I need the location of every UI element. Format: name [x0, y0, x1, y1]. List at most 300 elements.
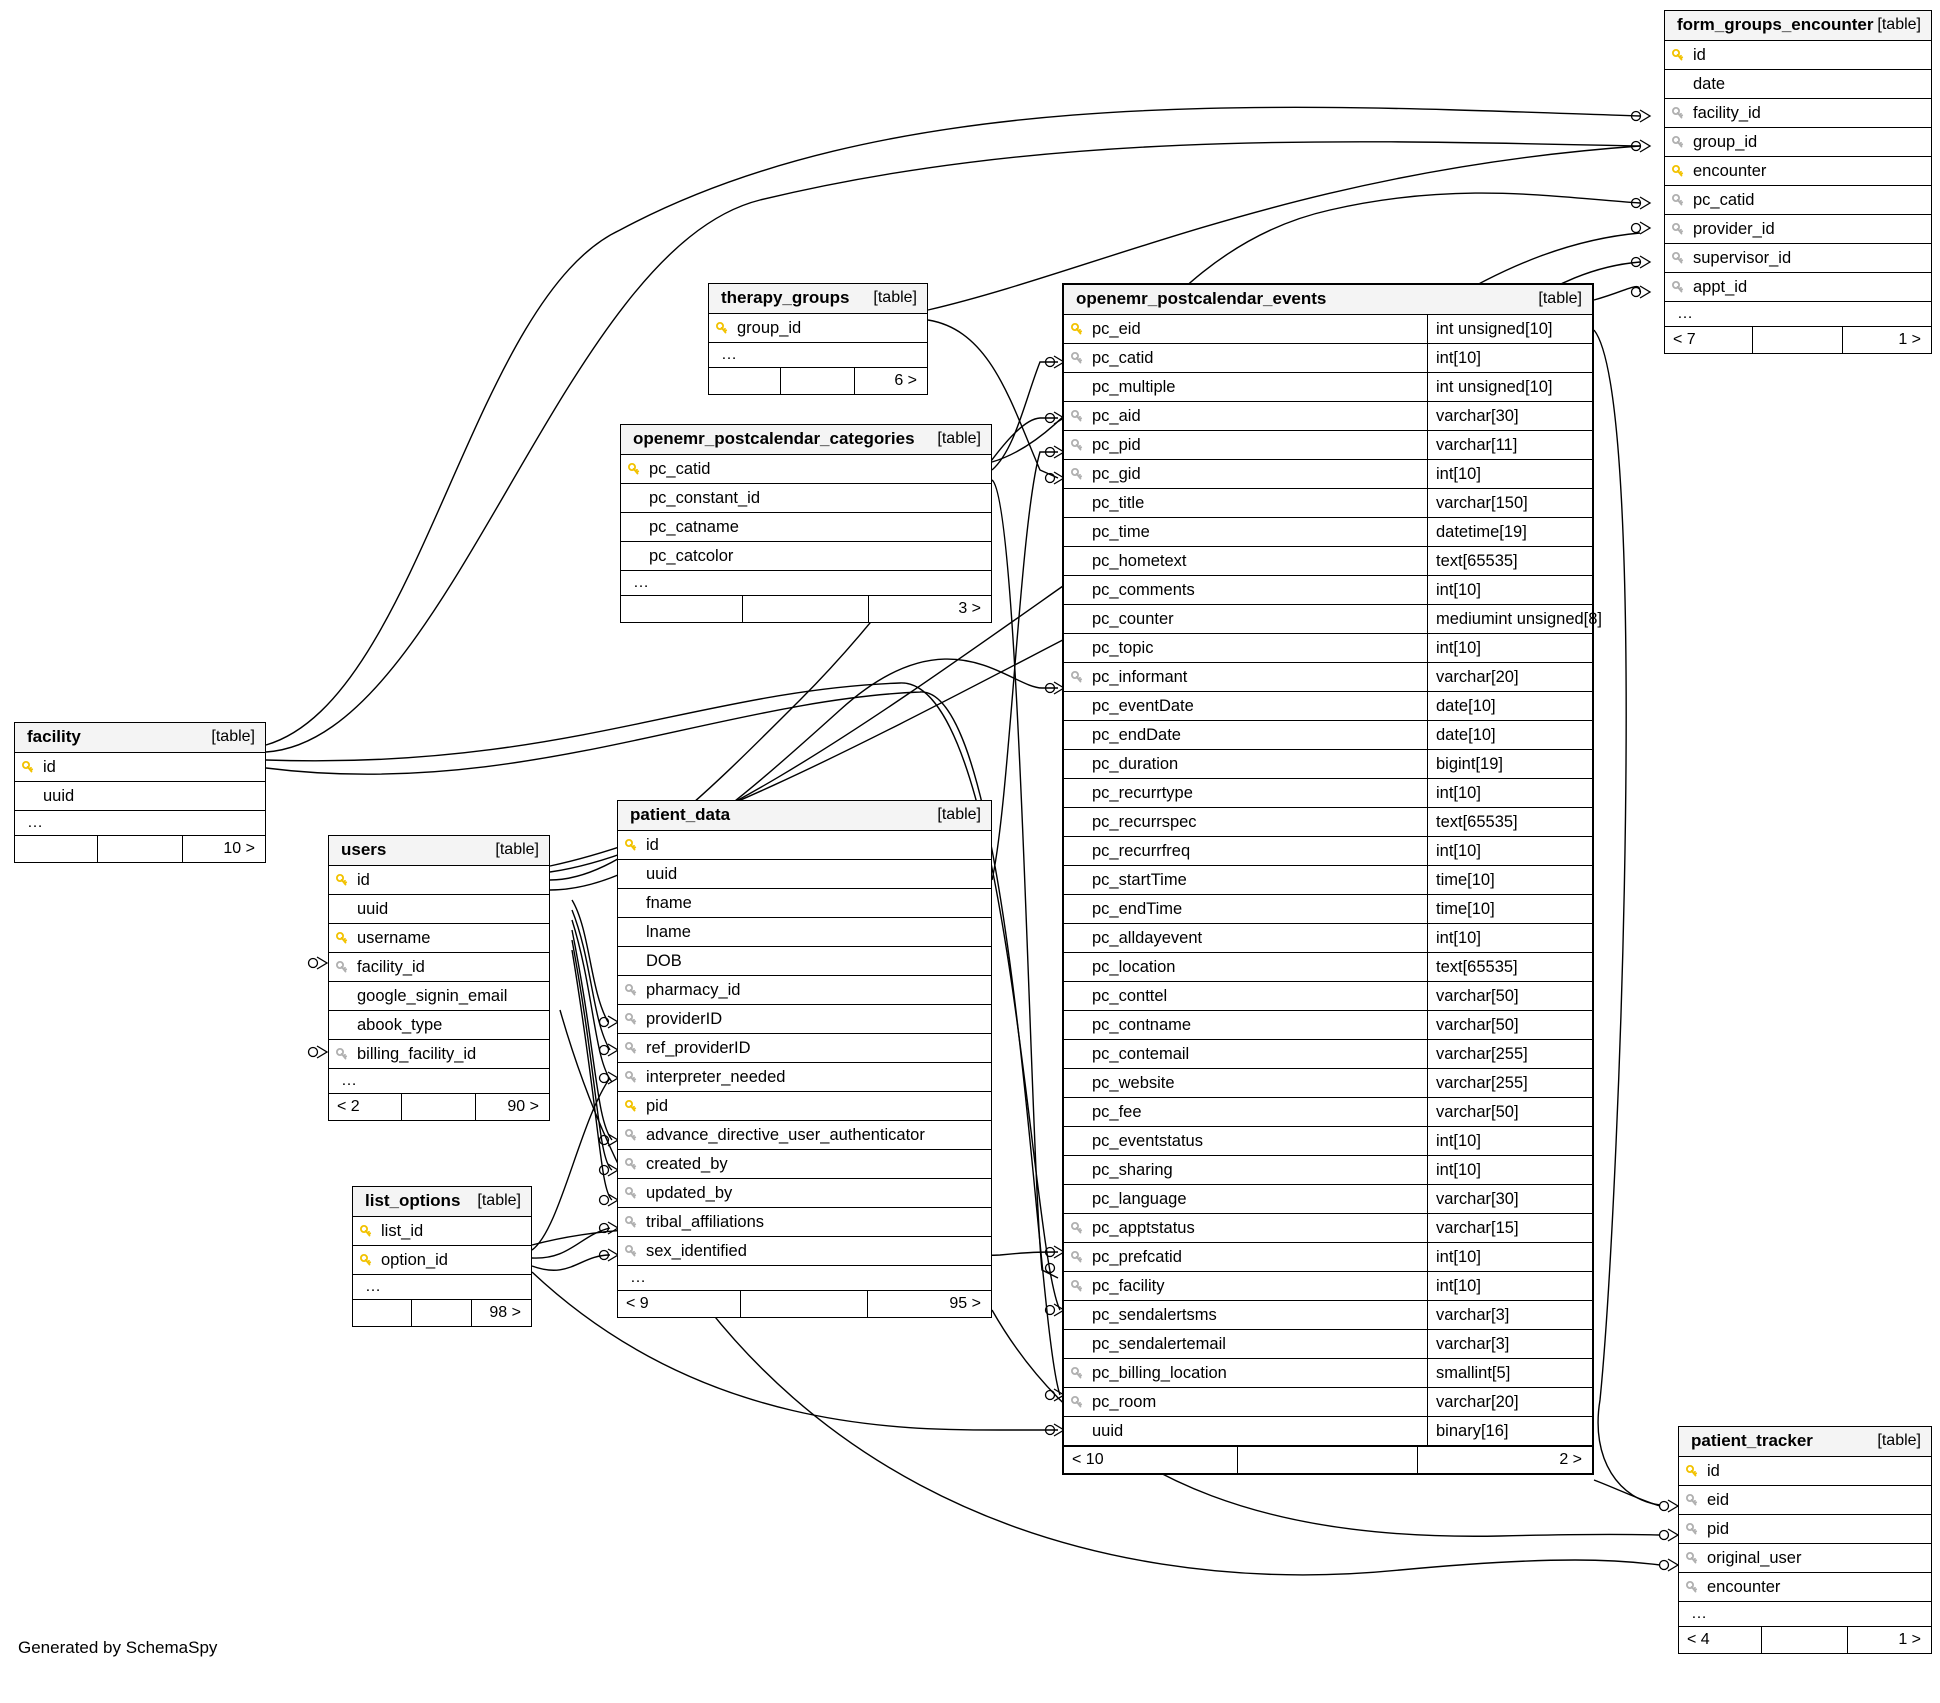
- key-cell: [1064, 1395, 1090, 1410]
- incoming-relations-count[interactable]: [15, 836, 98, 862]
- column-row[interactable]: [709, 314, 927, 343]
- key-cell: [1665, 135, 1691, 150]
- key-cell: [1064, 1221, 1090, 1236]
- no-key-icon: [628, 550, 641, 563]
- outgoing-relations-count[interactable]: 98 >: [489, 1304, 521, 1321]
- column-row[interactable]: [1064, 1098, 1592, 1127]
- no-key-icon: [625, 926, 638, 939]
- key-cell: [1679, 1493, 1705, 1508]
- column-name: eid: [1707, 1490, 1730, 1509]
- key-cell: [329, 989, 355, 1004]
- foreign-key-icon: [1071, 410, 1084, 423]
- table-footer: [621, 595, 991, 622]
- key-cell: [1665, 222, 1691, 237]
- column-type: varchar[150]: [1427, 489, 1592, 517]
- column-row[interactable]: [1064, 866, 1592, 895]
- outgoing-relations-count[interactable]: 90 >: [507, 1098, 539, 1115]
- column-row[interactable]: [618, 1121, 991, 1150]
- key-cell: [1064, 902, 1090, 917]
- table-footer: [329, 1093, 549, 1120]
- column-row[interactable]: [1064, 547, 1592, 576]
- column-name: pc_conttel: [1092, 986, 1168, 1005]
- key-cell: [618, 954, 644, 969]
- key-cell: [1064, 960, 1090, 975]
- foreign-key-icon: [336, 961, 349, 974]
- primary-key-icon: [716, 322, 729, 335]
- footer-middle: [412, 1300, 473, 1326]
- table-users[interactable]: [328, 835, 550, 1121]
- foreign-key-icon: [1672, 107, 1685, 120]
- column-row[interactable]: [1679, 1486, 1931, 1515]
- primary-key-icon: [1071, 323, 1084, 336]
- column-row[interactable]: [1064, 1011, 1592, 1040]
- incoming-relations-count[interactable]: < 7: [1665, 327, 1753, 353]
- column-name: pc_eventDate: [1092, 696, 1194, 715]
- foreign-key-icon: [1672, 223, 1685, 236]
- column-row[interactable]: [618, 918, 991, 947]
- column-type: varchar[3]: [1427, 1301, 1592, 1329]
- column-name: ref_providerID: [646, 1038, 751, 1057]
- outgoing-relations-count[interactable]: 1 >: [1898, 1631, 1921, 1648]
- key-cell: [618, 1041, 644, 1056]
- key-cell: [329, 1047, 355, 1062]
- column-row[interactable]: [329, 953, 549, 982]
- table-type-tag: [table]: [937, 430, 981, 447]
- key-cell: [1064, 1308, 1090, 1323]
- column-name: pc_endTime: [1092, 899, 1183, 918]
- column-row[interactable]: [1665, 128, 1931, 157]
- column-name: pc_recurrfreq: [1092, 841, 1191, 860]
- column-name: uuid: [646, 864, 678, 883]
- table-title: openemr_postcalendar_categories: [633, 429, 915, 448]
- column-row[interactable]: [1064, 518, 1592, 547]
- key-cell: [1665, 193, 1691, 208]
- no-key-icon: [1071, 816, 1084, 829]
- column-name: pc_catid: [1693, 190, 1755, 209]
- column-row[interactable]: [1679, 1515, 1931, 1544]
- column-type: varchar[50]: [1427, 1098, 1592, 1126]
- column-name: pc_topic: [1092, 638, 1154, 657]
- column-type: varchar[50]: [1427, 1011, 1592, 1039]
- column-row[interactable]: [618, 976, 991, 1005]
- column-row[interactable]: [618, 1237, 991, 1266]
- column-name: encounter: [1707, 1577, 1781, 1596]
- key-cell: [1064, 873, 1090, 888]
- table-form_groups_encounter[interactable]: [1664, 10, 1932, 354]
- column-row[interactable]: [1064, 1359, 1592, 1388]
- column-row[interactable]: [621, 484, 991, 513]
- no-key-icon: [1071, 787, 1084, 800]
- column-row[interactable]: [621, 513, 991, 542]
- column-row[interactable]: [1064, 692, 1592, 721]
- column-type: date[10]: [1427, 692, 1592, 720]
- more-columns-ellipsis: …: [1691, 1605, 1707, 1622]
- key-cell: [709, 321, 735, 336]
- foreign-key-icon: [1071, 1396, 1084, 1409]
- column-name: date: [1693, 74, 1726, 93]
- column-name: option_id: [381, 1250, 448, 1269]
- outgoing-relations-count[interactable]: 3 >: [958, 600, 981, 617]
- no-key-icon: [1071, 874, 1084, 887]
- key-cell: [15, 760, 41, 775]
- column-row[interactable]: [1064, 895, 1592, 924]
- column-name: pc_multiple: [1092, 377, 1176, 396]
- column-name: uuid: [1092, 1421, 1124, 1440]
- outgoing-relations-count[interactable]: 1 >: [1898, 331, 1921, 348]
- column-name: facility_id: [1693, 103, 1761, 122]
- column-name: pc_website: [1092, 1073, 1175, 1092]
- column-row[interactable]: [329, 895, 549, 924]
- key-cell: [15, 789, 41, 804]
- column-type: varchar[30]: [1427, 402, 1592, 430]
- incoming-relations-count[interactable]: [621, 596, 743, 622]
- no-key-icon: [1071, 729, 1084, 742]
- column-name: tribal_affiliations: [646, 1212, 765, 1231]
- primary-key-icon: [360, 1254, 373, 1267]
- column-row[interactable]: [1064, 402, 1592, 431]
- column-name: id: [1693, 45, 1706, 64]
- column-name: pc_fee: [1092, 1102, 1142, 1121]
- column-row[interactable]: [1064, 1156, 1592, 1185]
- primary-key-icon: [628, 463, 641, 476]
- column-row[interactable]: [621, 455, 991, 484]
- table-therapy_groups[interactable]: [708, 283, 928, 395]
- column-row[interactable]: [1064, 1301, 1592, 1330]
- key-cell: [1064, 1076, 1090, 1091]
- table-footer: [1064, 1446, 1592, 1473]
- column-name: pc_aid: [1092, 406, 1141, 425]
- column-type: varchar[50]: [1427, 982, 1592, 1010]
- column-row[interactable]: [329, 982, 549, 1011]
- column-row[interactable]: [329, 1040, 549, 1069]
- key-cell: [618, 838, 644, 853]
- outgoing-relations-count[interactable]: 6 >: [894, 372, 917, 389]
- foreign-key-icon: [1071, 671, 1084, 684]
- column-name: billing_facility_id: [357, 1044, 477, 1063]
- incoming-relations-count[interactable]: < 9: [618, 1291, 741, 1317]
- table-title: list_options: [365, 1191, 461, 1210]
- column-name: id: [646, 835, 659, 854]
- table-type-tag: [table]: [937, 806, 981, 823]
- column-row[interactable]: [1064, 489, 1592, 518]
- key-cell: [1064, 409, 1090, 424]
- column-row[interactable]: [1064, 982, 1592, 1011]
- key-cell: [618, 1215, 644, 1230]
- primary-key-icon: [1672, 165, 1685, 178]
- column-row[interactable]: [1665, 41, 1931, 70]
- column-name: pc_time: [1092, 522, 1150, 541]
- table-type-tag: [table]: [1538, 290, 1582, 307]
- foreign-key-icon: [625, 1042, 638, 1055]
- column-name: updated_by: [646, 1183, 733, 1202]
- column-row[interactable]: [618, 1208, 991, 1237]
- foreign-key-icon: [1672, 194, 1685, 207]
- no-key-icon: [1071, 613, 1084, 626]
- table-title: patient_data: [630, 805, 731, 824]
- foreign-key-icon: [625, 1245, 638, 1258]
- column-row[interactable]: [1064, 1417, 1592, 1446]
- column-name: pc_location: [1092, 957, 1176, 976]
- column-type: varchar[15]: [1427, 1214, 1592, 1242]
- column-row[interactable]: [618, 860, 991, 889]
- incoming-relations-count[interactable]: < 2: [329, 1094, 402, 1120]
- table-openemr_postcalendar_categories[interactable]: [620, 424, 992, 623]
- incoming-relations-count[interactable]: < 4: [1679, 1627, 1762, 1653]
- footer-middle: [402, 1094, 477, 1120]
- table-facility[interactable]: [14, 722, 266, 863]
- column-row[interactable]: [1665, 244, 1931, 273]
- column-name: pc_language: [1092, 1189, 1187, 1208]
- column-row[interactable]: [1665, 273, 1931, 302]
- column-row[interactable]: [1064, 344, 1592, 373]
- table-patient_tracker[interactable]: [1678, 1426, 1932, 1654]
- column-row[interactable]: [1064, 576, 1592, 605]
- foreign-key-icon: [1672, 136, 1685, 149]
- footer-middle: [98, 836, 183, 862]
- column-type: int[10]: [1427, 837, 1592, 865]
- column-row[interactable]: [618, 1179, 991, 1208]
- column-row[interactable]: [1064, 1069, 1592, 1098]
- column-type: varchar[30]: [1427, 1185, 1592, 1213]
- column-row[interactable]: [1064, 1040, 1592, 1069]
- table-header-form_groups_encounter: [1665, 11, 1931, 41]
- column-type: int[10]: [1427, 1243, 1592, 1271]
- column-name: pc_prefcatid: [1092, 1247, 1182, 1266]
- foreign-key-icon: [1672, 252, 1685, 265]
- key-cell: [1064, 815, 1090, 830]
- key-cell: [1679, 1551, 1705, 1566]
- column-row[interactable]: [1064, 721, 1592, 750]
- column-row[interactable]: [329, 1011, 549, 1040]
- column-row[interactable]: [1064, 663, 1592, 692]
- key-cell: [1064, 467, 1090, 482]
- no-key-icon: [1071, 1309, 1084, 1322]
- table-header-patient_data: [618, 801, 991, 831]
- column-row[interactable]: [1064, 1330, 1592, 1359]
- key-cell: [1064, 1018, 1090, 1033]
- column-name: group_id: [1693, 132, 1758, 151]
- column-row[interactable]: [1064, 924, 1592, 953]
- no-key-icon: [1071, 1106, 1084, 1119]
- no-key-icon: [1071, 526, 1084, 539]
- key-cell: [621, 491, 647, 506]
- key-cell: [1064, 351, 1090, 366]
- column-row[interactable]: [1064, 837, 1592, 866]
- outgoing-relations-count[interactable]: 2 >: [1559, 1451, 1582, 1468]
- column-type: varchar[3]: [1427, 1330, 1592, 1358]
- table-title: facility: [27, 727, 81, 746]
- column-row[interactable]: [353, 1217, 531, 1246]
- column-type: mediumint unsigned[8]: [1427, 605, 1592, 633]
- column-row[interactable]: [1064, 1272, 1592, 1301]
- outgoing-relations-count[interactable]: 95 >: [949, 1295, 981, 1312]
- column-row[interactable]: [1679, 1544, 1931, 1573]
- column-name: encounter: [1693, 161, 1767, 180]
- column-row[interactable]: [621, 542, 991, 571]
- no-key-icon: [1071, 700, 1084, 713]
- key-cell: [1064, 786, 1090, 801]
- key-cell: [1064, 380, 1090, 395]
- column-row[interactable]: [618, 947, 991, 976]
- column-type: text[65535]: [1427, 547, 1592, 575]
- table-patient_data[interactable]: [617, 800, 992, 1318]
- primary-key-icon: [336, 932, 349, 945]
- column-row[interactable]: [1679, 1573, 1931, 1602]
- column-name: pid: [646, 1096, 669, 1115]
- column-type: text[65535]: [1427, 953, 1592, 981]
- footer-middle: [1753, 327, 1843, 353]
- more-columns-ellipsis: …: [341, 1072, 357, 1089]
- column-type: int[10]: [1427, 344, 1592, 372]
- key-cell: [1064, 1047, 1090, 1062]
- column-name: pid: [1707, 1519, 1730, 1538]
- column-row[interactable]: [618, 1063, 991, 1092]
- column-name: pc_comments: [1092, 580, 1195, 599]
- primary-key-icon: [1672, 49, 1685, 62]
- column-row[interactable]: [1064, 1388, 1592, 1417]
- column-name: interpreter_needed: [646, 1067, 786, 1086]
- key-cell: [621, 520, 647, 535]
- column-row[interactable]: [15, 753, 265, 782]
- column-row[interactable]: [1064, 953, 1592, 982]
- column-row[interactable]: [618, 831, 991, 860]
- column-row[interactable]: [1064, 315, 1592, 344]
- column-row[interactable]: [1064, 808, 1592, 837]
- column-row[interactable]: [1064, 779, 1592, 808]
- foreign-key-icon: [1686, 1581, 1699, 1594]
- table-type-tag: [table]: [495, 841, 539, 858]
- column-row[interactable]: [1064, 1214, 1592, 1243]
- column-row[interactable]: [329, 866, 549, 895]
- key-cell: [1064, 1366, 1090, 1381]
- key-cell: [329, 902, 355, 917]
- column-row[interactable]: [618, 1092, 991, 1121]
- no-key-icon: [1071, 584, 1084, 597]
- primary-key-icon: [1686, 1465, 1699, 1478]
- column-row[interactable]: [1064, 1127, 1592, 1156]
- column-name: provider_id: [1693, 219, 1775, 238]
- no-key-icon: [336, 1019, 349, 1032]
- foreign-key-icon: [1071, 352, 1084, 365]
- table-footer: [618, 1290, 991, 1317]
- table-type-tag: [table]: [477, 1192, 521, 1209]
- column-name: pc_duration: [1092, 754, 1179, 773]
- table-title: therapy_groups: [721, 288, 850, 307]
- foreign-key-icon: [625, 1129, 638, 1142]
- column-row[interactable]: [1665, 215, 1931, 244]
- key-cell: [353, 1224, 379, 1239]
- column-row[interactable]: [1064, 1185, 1592, 1214]
- table-header-users: [329, 836, 549, 866]
- column-type: int unsigned[10]: [1427, 315, 1592, 343]
- column-row[interactable]: [1665, 99, 1931, 128]
- column-row[interactable]: [618, 1150, 991, 1179]
- table-footer: [1665, 326, 1931, 353]
- column-name: google_signin_email: [357, 986, 508, 1005]
- column-row[interactable]: [1665, 186, 1931, 215]
- table-openemr_postcalendar_events[interactable]: [1062, 283, 1603, 1475]
- no-key-icon: [1071, 1077, 1084, 1090]
- column-row[interactable]: [1064, 1243, 1592, 1272]
- column-row[interactable]: [618, 1034, 991, 1063]
- column-row[interactable]: [1064, 431, 1592, 460]
- table-header-list_options: [353, 1187, 531, 1217]
- no-key-icon: [1071, 1048, 1084, 1061]
- table-list_options[interactable]: [352, 1186, 532, 1327]
- key-cell: [1064, 1192, 1090, 1207]
- column-row[interactable]: [1665, 157, 1931, 186]
- key-cell: [1064, 583, 1090, 598]
- column-type: varchar[20]: [1427, 1388, 1592, 1416]
- incoming-relations-count[interactable]: < 10: [1064, 1447, 1238, 1473]
- table-footer: [709, 367, 927, 394]
- key-cell: [1665, 106, 1691, 121]
- primary-key-icon: [22, 761, 35, 774]
- column-type: int[10]: [1427, 779, 1592, 807]
- column-name: pc_sendalertsms: [1092, 1305, 1217, 1324]
- key-cell: [621, 462, 647, 477]
- column-row[interactable]: [1665, 70, 1931, 99]
- no-key-icon: [1071, 642, 1084, 655]
- foreign-key-icon: [1071, 439, 1084, 452]
- column-row[interactable]: [1679, 1457, 1931, 1486]
- no-key-icon: [336, 990, 349, 1003]
- column-row[interactable]: [15, 782, 265, 811]
- column-name: pc_catcolor: [649, 546, 734, 565]
- column-row[interactable]: [1064, 634, 1592, 663]
- key-cell: [1064, 1250, 1090, 1265]
- foreign-key-icon: [625, 1013, 638, 1026]
- no-key-icon: [1672, 78, 1685, 91]
- column-row[interactable]: [618, 889, 991, 918]
- incoming-relations-count[interactable]: [353, 1300, 412, 1326]
- column-name: pc_contname: [1092, 1015, 1192, 1034]
- footer-middle: [743, 596, 869, 622]
- table-header-facility: [15, 723, 265, 753]
- column-name: pc_hometext: [1092, 551, 1187, 570]
- column-row[interactable]: [1064, 605, 1603, 634]
- column-name: list_id: [381, 1221, 424, 1240]
- foreign-key-icon: [1686, 1523, 1699, 1536]
- column-name: pc_eid: [1092, 319, 1141, 338]
- column-name: id: [43, 757, 56, 776]
- column-row[interactable]: [1064, 460, 1592, 489]
- table-header-patient_tracker: [1679, 1427, 1931, 1457]
- column-type: int[10]: [1427, 1127, 1592, 1155]
- column-name: created_by: [646, 1154, 728, 1173]
- column-row[interactable]: [1064, 373, 1592, 402]
- column-name: pc_recurrtype: [1092, 783, 1193, 802]
- column-row[interactable]: [618, 1005, 991, 1034]
- foreign-key-icon: [1071, 1251, 1084, 1264]
- no-key-icon: [625, 955, 638, 968]
- incoming-relations-count[interactable]: [709, 368, 781, 394]
- column-name: pc_startTime: [1092, 870, 1187, 889]
- key-cell: [1064, 1105, 1090, 1120]
- outgoing-relations-count[interactable]: 10 >: [223, 840, 255, 857]
- table-footer: [15, 835, 265, 862]
- column-row[interactable]: [1064, 750, 1592, 779]
- foreign-key-icon: [625, 1158, 638, 1171]
- column-row[interactable]: [353, 1246, 531, 1275]
- no-key-icon: [1071, 1193, 1084, 1206]
- column-name: supervisor_id: [1693, 248, 1792, 267]
- foreign-key-icon: [1672, 281, 1685, 294]
- table-header-openemr_postcalendar_events: [1064, 285, 1592, 315]
- key-cell: [1064, 1279, 1090, 1294]
- footer-middle: [1762, 1627, 1848, 1653]
- column-row[interactable]: [329, 924, 549, 953]
